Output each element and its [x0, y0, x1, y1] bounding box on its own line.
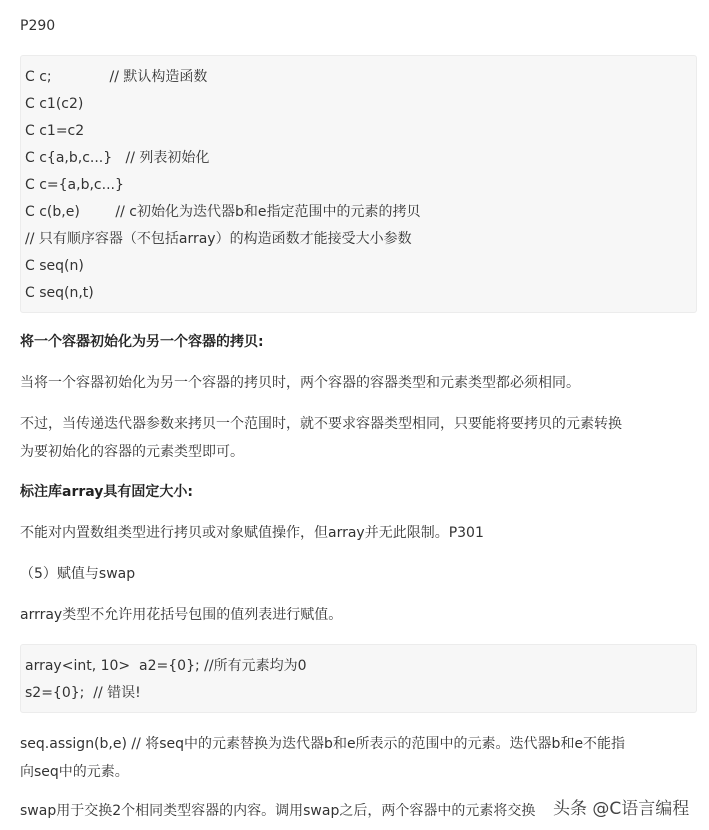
- code-line: C c{a,b,c...} // 列表初始化: [25, 150, 210, 166]
- code-line: C c={a,b,c...}: [25, 177, 124, 193]
- heading-copy-init: 将一个容器初始化为另一个容器的拷贝:: [20, 334, 264, 350]
- code-line: C seq(n): [25, 258, 84, 274]
- paragraph-line: 不过，当传递迭代器参数来拷贝一个范围时，就不要求容器类型相同，只要能将要拷贝的元素转换: [20, 416, 622, 432]
- code-line: C c1=c2: [25, 123, 85, 139]
- code-line: array<int, 10> a2={0}; //所有元素均为0: [25, 658, 307, 674]
- paragraph-line: seq.assign(b,e) // 将seq中的元素替换为迭代器b和e所表示的范围中的元素。迭代器b和e不能指: [20, 736, 626, 752]
- code-line: C c(b,e) // c初始化为迭代器b和e指定范围中的元素的拷贝: [25, 204, 421, 220]
- code-line: C c; // 默认构造函数: [25, 69, 208, 85]
- section-title: （5）赋值与swap: [20, 566, 136, 582]
- paragraph-line: 向seq中的元素。: [20, 764, 129, 780]
- code-line: C c1(c2): [25, 96, 84, 112]
- code-line: C seq(n,t): [25, 285, 94, 301]
- paragraph: arrray类型不允许用花括号包围的值列表进行赋值。: [20, 607, 343, 623]
- code-block-constructors: [20, 55, 697, 313]
- code-block-array-assign: [20, 644, 697, 713]
- code-line: s2={0}; // 错误!: [25, 685, 141, 701]
- watermark: 头条 @C语言编程: [553, 799, 690, 819]
- paragraph: [20, 730, 700, 786]
- paragraph-line: 为要初始化的容器的元素类型即可。: [20, 444, 244, 460]
- paragraph: 不能对内置数组类型进行拷贝或对象赋值操作，但array并无此限制。P301: [20, 525, 484, 541]
- page-reference: P290: [20, 18, 56, 34]
- paragraph: [20, 410, 700, 466]
- heading-array-fixed-size: 标注库array具有固定大小:: [20, 484, 193, 500]
- code-line: // 只有顺序容器（不包括array）的构造函数才能接受大小参数: [25, 231, 412, 247]
- paragraph: swap用于交换2个相同类型容器的内容。调用swap之后，两个容器中的元素将交换: [20, 803, 536, 819]
- paragraph: 当将一个容器初始化为另一个容器的拷贝时，两个容器的容器类型和元素类型都必须相同。: [20, 375, 580, 391]
